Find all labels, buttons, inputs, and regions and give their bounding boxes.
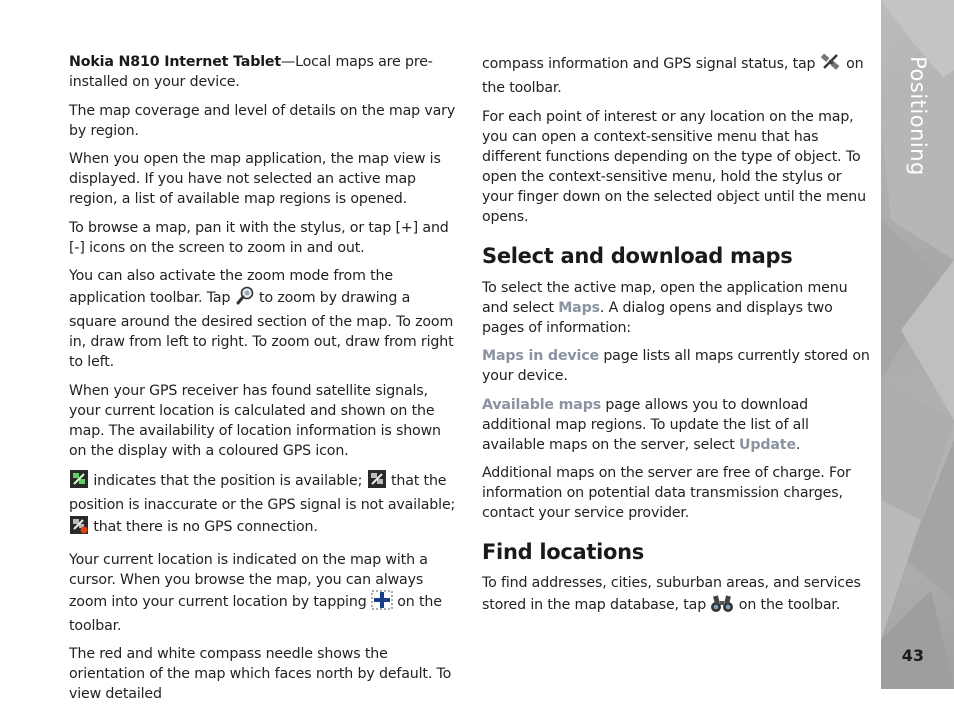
page-number: 43 — [901, 646, 924, 665]
paragraph-browse: To browse a map, pan it with the stylus, or tap [+] and [-] icons on the screen to zoom in and out. — [69, 219, 449, 256]
paragraph-current-location: Your current location is indicated on the map with a cursor. When you browse the map, you can always zoom into your current location by tapping on the toolbar. — [69, 551, 442, 634]
chapter-sidebar — [881, 0, 954, 689]
zoom-magnifier-icon — [235, 286, 255, 312]
device-name: Nokia N810 Internet Tablet — [69, 54, 282, 70]
paragraph-maps-in-device: Maps in device page lists all maps currently stored on your device. — [482, 348, 870, 384]
paragraph-free-maps: Additional maps on the server are free of charge. For information on potential data transmission charges, contact your service provider. — [482, 465, 851, 521]
paragraph-find-locations: To find addresses, cities, suburban areas, and services stored in the map database, tap on the toolbar. — [482, 573, 874, 619]
paragraph-available-maps: Available maps page allows you to download additional map regions. To update the list of all available maps on the server, select Update. — [482, 396, 809, 453]
heading-find-locations: Find locations — [482, 540, 644, 564]
paragraph-context-menu: For each point of interest or any location on the map, you can open a context-sensitive menu that has different functions depending on the type of object. To open the context-sensitive menu, hold the stylus or your finger down on the selected object until the menu opens. — [482, 108, 866, 225]
gps-inaccurate-icon — [367, 469, 387, 495]
maps-in-device-label: Maps in device — [482, 348, 599, 364]
available-maps-label: Available maps — [482, 396, 602, 413]
paragraph-select-map: To select the active map, open the application menu and select Maps. A dialog opens and displays two pages of information: — [482, 279, 848, 336]
paragraph-open-map: When you open the map application, the map view is displayed. If you have not selected an active map region, a list of available map regions is opened. — [69, 151, 441, 207]
paragraph-zoom-mode: You can also activate the zoom mode from the application toolbar. Tap to zoom by drawing a square around the desired section of the map. To zoom in, draw from left to right. To zoom out, draw from right to left. — [69, 268, 454, 370]
right-column — [482, 52, 874, 628]
left-column — [69, 52, 459, 713]
satellite-icon — [820, 52, 842, 78]
update-label: Update — [739, 436, 796, 453]
paragraph-compass-cont: compass information and GPS signal status, tap on the toolbar. — [482, 52, 874, 98]
paragraph-coverage: The map coverage and level of details on the map vary by region. — [69, 102, 456, 139]
heading-select-download-maps: Select and download maps — [482, 243, 793, 268]
current-location-cursor-icon — [371, 590, 393, 616]
gps-no-connection-icon — [69, 515, 89, 541]
binoculars-icon — [710, 593, 734, 619]
paragraph-compass: The red and white compass needle shows the orientation of the map which faces north by default. To view detailed — [69, 646, 452, 702]
paragraph-device-intro: Nokia N810 Internet Tablet—Local maps are pre-installed on your device. — [69, 54, 433, 90]
chapter-title: Positioning — [906, 56, 930, 176]
maps-menu-item: Maps — [558, 299, 600, 316]
paragraph-gps-icons: indicates that the position is available; that the position is inaccurate or the GPS signal is not available; that there is no GPS connection. — [69, 469, 459, 541]
gps-available-icon — [69, 469, 89, 495]
paragraph-gps-signal: When your GPS receiver has found satellite signals, your current location is calculated and shown on the map. The availability of location information is shown on the display with a coloured GPS icon. — [69, 382, 441, 459]
